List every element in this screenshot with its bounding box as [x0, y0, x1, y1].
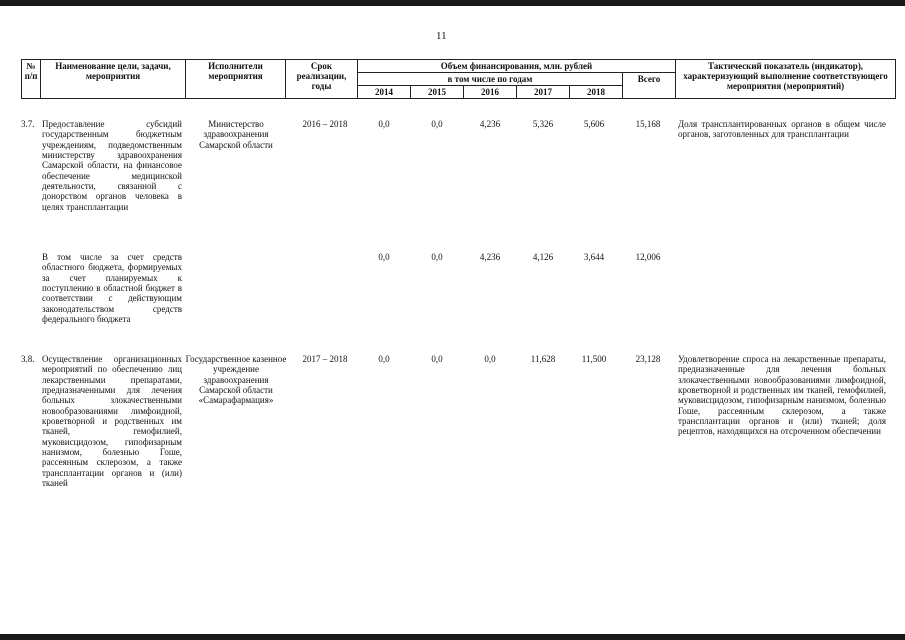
value-2016: 4,236 — [479, 252, 501, 262]
table-header — [21, 59, 896, 99]
col-total-header: Всего — [623, 73, 676, 99]
value-2016: 4,236 — [479, 119, 501, 129]
year-header: 2018 — [570, 86, 623, 99]
row-name: В том числе за счет средств областного бюджета, формируемых за счет планируемых к поступлению в областной бюджет в соответствии с действующим законодательством средств федерального бюджета — [42, 252, 182, 325]
col-by-year-header: в том числе по годам — [358, 73, 623, 86]
value-2015: 0,0 — [431, 119, 443, 129]
value-total: 12,006 — [635, 252, 661, 262]
value-2015: 0,0 — [431, 252, 443, 262]
row-name: Предоставление субсидий государственным бюджетным учреждениям, подведомственным министерству здравоохранения Самарской области, на финансовое обеспечение медицинской деятельности, связанной с донорством органов человека в целях трансплантации — [42, 119, 182, 212]
col-finance-header: Объем финансирования, млн. рублей — [358, 60, 676, 73]
row-number: 3.7. — [21, 119, 35, 129]
col-name-header: Наименование цели, задачи, мероприятия — [41, 60, 186, 99]
row-indicator: Удовлетворение спроса на лекарственные препараты, предназначенные для лечения больных злокачественными новообразованиями лимфоидной, кроветворной и родственных им тканей, гемофилией, муковисцидозом, гипофизарным нанизмом, болезнью Гоше, рассеянным склерозом, а также трансплантации органов и (или) тканей; доля рецептов, находящихся на отсроченном обеспечении — [678, 354, 886, 437]
col-term-header: Срок реализации, годы — [286, 60, 358, 99]
bottom-border — [0, 634, 905, 640]
col-executor-header: Исполнители мероприятия — [186, 60, 286, 99]
value-2014: 0,0 — [378, 119, 390, 129]
value-2017: 4,126 — [532, 252, 554, 262]
row-term: 2016 – 2018 — [302, 119, 348, 129]
value-2014: 0,0 — [378, 354, 390, 364]
value-2018: 11,500 — [581, 354, 607, 364]
col-no-header: № п/п — [22, 60, 41, 99]
value-2018: 3,644 — [583, 252, 605, 262]
row-executor: Государственное казенное учреждение здравоохранения Самарской области «Самарафармация» — [185, 354, 287, 406]
row-number: 3.8. — [21, 354, 35, 364]
row-name: Осуществление организационных мероприятий по обеспечению лиц лекарственными препаратами, предназначенными для лечения больных злокачественными новообразованиями лимфоидной, кроветворной и родственных им тканей, гемофилией, муковисцидозом, гипофизарным нанизмом, болезнью Гоше, рассеянным склерозом, а также трансплантации органов и (или) тканей — [42, 354, 182, 489]
value-2016: 0,0 — [484, 354, 496, 364]
value-2015: 0,0 — [431, 354, 443, 364]
value-total: 23,128 — [635, 354, 661, 364]
value-2014: 0,0 — [378, 252, 390, 262]
value-2017: 11,628 — [530, 354, 556, 364]
top-border — [0, 0, 905, 6]
value-2017: 5,326 — [532, 119, 554, 129]
year-header: 2017 — [517, 86, 570, 99]
value-total: 15,168 — [635, 119, 661, 129]
row-term: 2017 – 2018 — [302, 354, 348, 364]
year-header: 2016 — [464, 86, 517, 99]
year-header: 2015 — [411, 86, 464, 99]
col-indicator-header: Тактический показатель (индикатор), характеризующий выполнение соответствующего мероприятия (мероприятий) — [676, 60, 896, 99]
value-2018: 5,606 — [583, 119, 605, 129]
year-header: 2014 — [358, 86, 411, 99]
row-indicator: Доля трансплантированных органов в общем числе органов, заготовленных для трансплантации — [678, 119, 886, 140]
row-executor: Министерство здравоохранения Самарской области — [199, 119, 273, 150]
page-number: 11 — [436, 30, 447, 42]
